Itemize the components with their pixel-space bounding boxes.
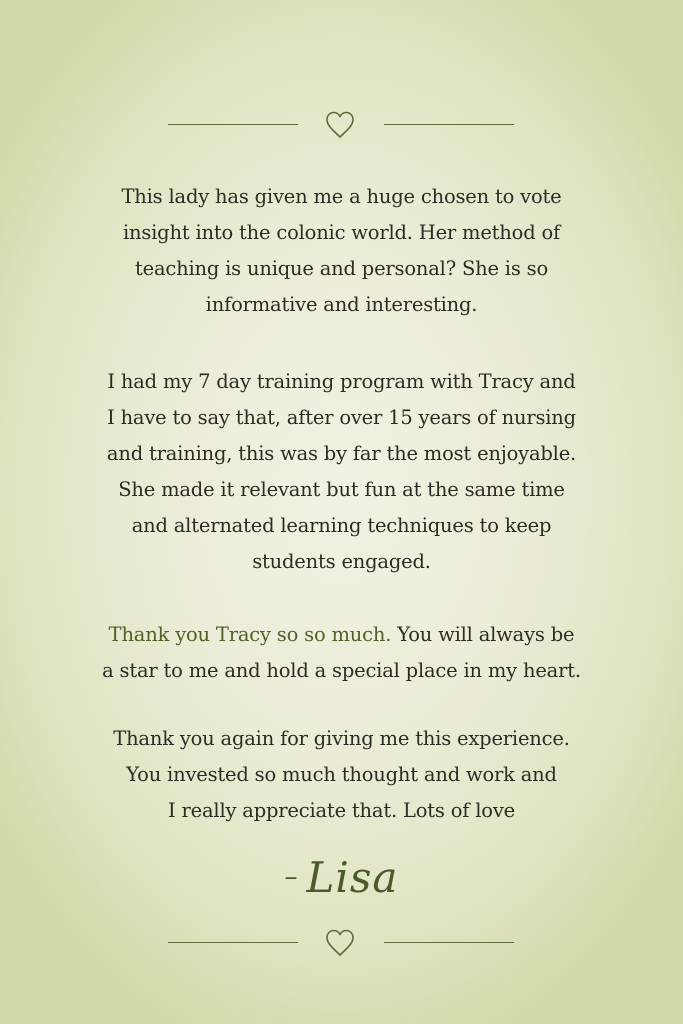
heart-icon (324, 109, 356, 141)
text-segment: You will always be (391, 623, 575, 646)
text-line: a star to me and hold a special place in my heart. (102, 659, 581, 682)
testimonial-paragraph-2 (100, 364, 583, 580)
signature-name: Lisa (306, 853, 399, 902)
text-line: I had my 7 day training program with Tracy and (107, 370, 576, 393)
divider-line-right (384, 124, 514, 125)
text-line: Thank you again for giving me this experience. (113, 727, 570, 750)
text-line: and alternated learning techniques to keep (131, 514, 552, 537)
signature (0, 848, 683, 908)
divider-line-left (168, 942, 298, 943)
text-line: insight into the colonic world. Her method of (122, 221, 561, 244)
text-line: teaching is unique and personal? She is so (134, 257, 548, 280)
text-line: I really appreciate that. Lots of love (168, 799, 515, 822)
heart-icon (324, 927, 356, 959)
bottom-divider (0, 923, 683, 963)
text-line: informative and interesting. (205, 293, 478, 316)
text-line: This lady has given me a huge chosen to vote (121, 185, 562, 208)
highlighted-thanks: Thank you Tracy so so much. (108, 623, 392, 646)
text-line: students engaged. (252, 550, 431, 573)
divider-line-right (384, 942, 514, 943)
divider-line-left (168, 124, 298, 125)
testimonial-paragraph-3 (100, 617, 583, 689)
text-line (100, 617, 583, 653)
signature-dash: – (284, 862, 299, 892)
text-line: She made it relevant but fun at the same time (118, 478, 565, 501)
text-line: You invested so much thought and work and (126, 763, 557, 786)
top-divider (0, 105, 683, 145)
testimonial-paragraph-4 (100, 721, 583, 829)
text-line: I have to say that, after over 15 years of nursing (107, 406, 576, 429)
testimonial-paragraph-1 (100, 179, 583, 323)
text-line: and training, this was by far the most enjoyable. (106, 442, 577, 465)
